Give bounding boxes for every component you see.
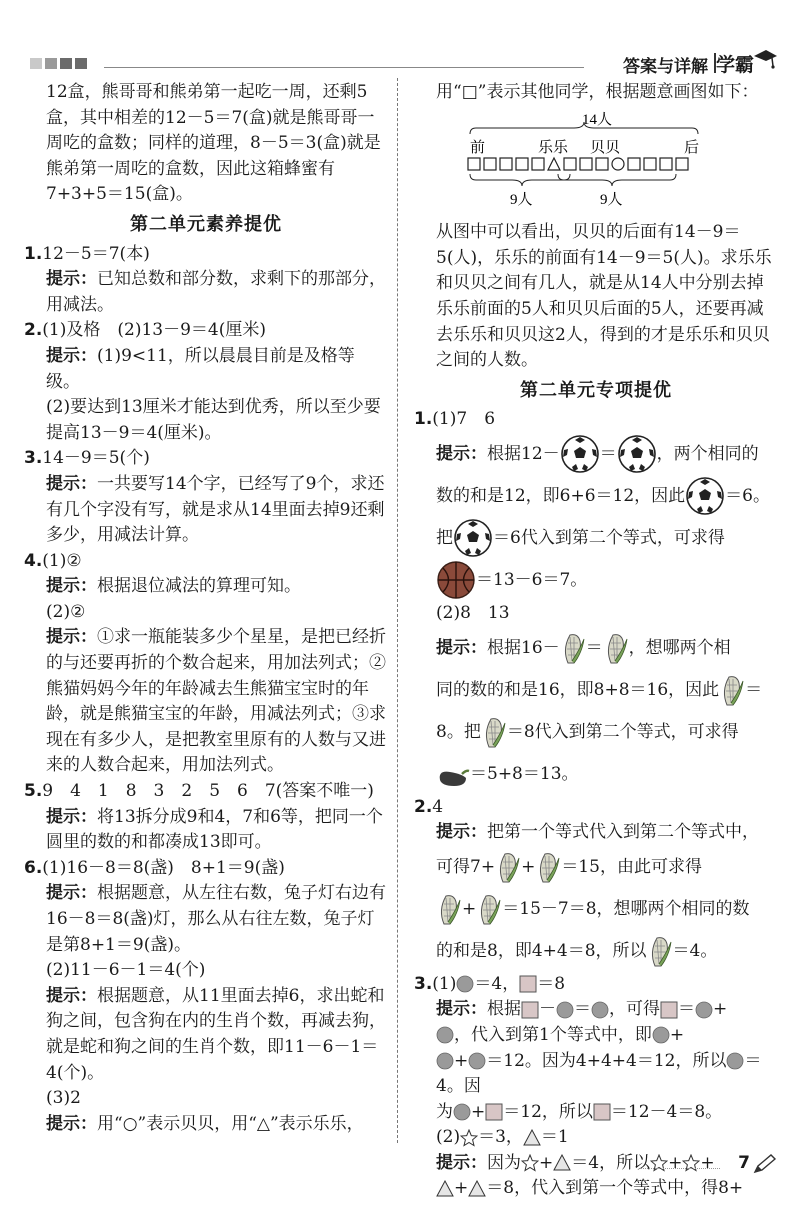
r3-answer-1b: ＝4， (474, 973, 520, 994)
circle-icon (695, 1001, 713, 1019)
corn-icon (476, 892, 502, 926)
r3-text-i: + (454, 1050, 469, 1071)
square-icon (519, 975, 537, 993)
triangle-icon (553, 1154, 571, 1172)
soccer-ball-icon (685, 476, 725, 516)
q6-hint-1: 根据题意，从左往右数，兔子灯右边有16－8＝8(盏)灯，那么从右往左数，兔子灯是第8+1＝9(盏)。 (46, 883, 386, 955)
circle-icon (591, 1001, 609, 1019)
diagram-total-label: 14人 (582, 111, 613, 128)
r1-text-f: 把 (436, 527, 453, 548)
r3-text-s: + (668, 1152, 683, 1173)
r3-text-m: + (471, 1101, 486, 1122)
r1-text-2a: 根据16－ (487, 637, 560, 658)
q6-answer-2: (2)11－6－1＝4(个) (46, 960, 206, 981)
triangle-icon (436, 1180, 454, 1198)
left-column (24, 80, 388, 1137)
diagram-square-mark (500, 158, 512, 170)
circle-icon (726, 1052, 744, 1070)
diagram-beibei-label: 贝贝 (590, 139, 621, 156)
corn-icon (481, 715, 507, 749)
r3-text-k: ＝4。因 (436, 1050, 762, 1097)
corn-icon (436, 892, 462, 926)
q3-number: 3. (24, 448, 43, 469)
q6-hint-3: 用“○”表示贝贝，用“△”表示乐乐， (97, 1113, 364, 1134)
q4-answer-2: (2)② (46, 601, 86, 622)
header-label: 答案与详解 (623, 57, 708, 77)
r3-text-b: － (539, 999, 556, 1020)
queue-diagram (414, 108, 778, 208)
r3-text-r: ＝4，所以 (571, 1152, 651, 1173)
header-rule (104, 67, 584, 68)
diagram-square-mark (644, 158, 656, 170)
diagram-right-count: 9人 (600, 191, 623, 208)
diagram-square-mark (484, 158, 496, 170)
r3-text-g: ，代入到第1个等式中，即 (454, 1024, 652, 1045)
square-icon (485, 1103, 503, 1121)
q6-hint-label-2: 提示： (46, 985, 97, 1006)
r3-text-p: 因为 (487, 1152, 521, 1173)
r3-text-v: ＝8，代入到第一个等式中，得8+ (486, 1178, 744, 1199)
circle-icon (453, 1103, 471, 1121)
diagram-circle-mark (612, 158, 624, 170)
star-icon (650, 1154, 668, 1172)
star-icon (682, 1154, 700, 1172)
diagram-square-mark (564, 158, 576, 170)
q1-hint-label: 提示： (46, 269, 97, 290)
q4-answer-1: (1)② (42, 550, 82, 571)
r3-answer-2c: ＝1 (540, 1127, 569, 1148)
r3-text-e: ＝ (678, 999, 695, 1020)
diagram-square-mark (580, 158, 592, 170)
square-icon (660, 1001, 678, 1019)
footer-rule (640, 1168, 720, 1169)
triangle-icon (523, 1129, 541, 1147)
basketball-icon (436, 560, 476, 600)
soccer-ball-icon (560, 434, 600, 474)
corn-icon (719, 673, 745, 707)
square-icon (521, 1001, 539, 1019)
r3-hint-label-2: 提示： (436, 1152, 487, 1173)
r2-hint-label: 提示： (436, 822, 487, 843)
q6-hint-2: 根据题意，从11里面去掉6，求出蛇和狗之间，包含狗在内的生肖个数，再减去狗，就是蛇和狗之间的生肖个数，即11－6－1＝4(个)。 (46, 985, 386, 1083)
diagram-symbol-row (468, 158, 688, 170)
q2-answer: (1)及格 (2)13－9＝4(厘米) (42, 320, 266, 341)
right-column: 用“□”表示其他同学，根据题意画图如下： 14人 前 乐乐 贝贝 后 9人 9人 从图中可以看出，贝贝的后面有14－9＝5(人)，乐乐的前面有14－9＝5(人)。求乐乐和贝贝之间有几人，就是从14人中分别去掉乐乐前面的5人和贝贝后面的5人，还要再减去乐乐和贝贝这2人，得到的才是乐乐和贝贝之间的人数。 第二单元专项提优 1.(1)7 6 提示：根据12－ ＝ ，两个相同的 数的和是12，即6+6＝12，因此 ＝6。 把 ＝6代入到第二个等式，可求得 ＝13－6＝7。 (2)8 13 提示：根据16－ ＝ ，想哪两个相 同的数的和是16，即8+8＝16，因此 ＝ 8。把 ＝8代入到第二个等式，可求得 ＝5+8＝13。 2.4 提示：把第一个等式代入到第二个等式中， 可得7+ + ＝15，由此可求得 + ＝15－7＝8，想哪两个相同的数 的和是8，即4+4＝8，所以 ＝4。 3.(1) ＝4， ＝8 提示：根据 － ＝ ，可得 ＝ + ，代入到第1个等式中，即 + + ＝12。因为4+4+4＝12，所以 ＝4。因 为 + ＝12，所以 ＝12－4＝8。 (2) ＝3， ＝1 提示：因为 + ＝4，所以 + + + ＝8，代入到第一个等式中，得8+ (414, 80, 778, 1202)
q2-hint-1: (1)9<11，所以晨晨目前是及格等级。 (46, 345, 355, 392)
r1-hint-label-2: 提示： (436, 637, 487, 658)
circle-icon (468, 1052, 486, 1070)
corn-icon (603, 631, 629, 665)
diagram-explanation: 从图中可以看出，贝贝的后面有14－9＝5(人)，乐乐的前面有14－9＝5(人)。求乐乐和贝贝之间有几人，就是从14人中分别去掉乐乐前面的5人和贝贝后面的5人，还要再减去乐乐和贝贝这2人，得到的才是乐乐和贝贝之间的人数。 (436, 222, 772, 371)
triangle-icon (468, 1180, 486, 1198)
q3-hint-label: 提示： (46, 473, 97, 494)
q3-hint: 一共要写14个字，已经写了9个，求还有几个字没有写，就是求从14里面去掉9还剩多少，用减法计算。 (46, 473, 385, 546)
r2-text-f: ＝15－7＝8，想哪两个相同的数 (502, 898, 750, 919)
q6-answer-3: (3)2 (46, 1088, 81, 1109)
r1-text-2g: ＝5+8＝13。 (470, 763, 579, 784)
diagram-square-mark (660, 158, 672, 170)
q5-hint-label: 提示： (46, 806, 97, 827)
r3-text-a: 根据 (487, 999, 521, 1020)
r1-text-e: ＝6。 (725, 485, 770, 506)
diagram-square-mark (516, 158, 528, 170)
diagram-square-mark (468, 158, 480, 170)
r2-text-e: + (462, 898, 477, 919)
q5-answer: 9 4 1 8 3 2 5 6 7(答案不唯一) (42, 781, 374, 802)
corn-icon (495, 850, 521, 884)
diagram-left-count: 9人 (510, 191, 533, 208)
diagram-back-label: 后 (684, 139, 700, 156)
r1-text-2b: ＝ (585, 637, 603, 658)
column-divider (397, 78, 398, 1143)
r3-text-c: ＝ (574, 999, 591, 1020)
r2-answer: 4 (432, 796, 444, 817)
r1-text-b: ＝ (599, 443, 617, 464)
r3-text-f: + (713, 999, 728, 1020)
r1-text-h: ＝13－6＝7。 (476, 569, 588, 590)
r3-text-j: ＝12。因为4+4+4＝12，所以 (486, 1050, 727, 1071)
diagram-square-mark (628, 158, 640, 170)
star-icon (460, 1129, 478, 1147)
page-number: 7 (738, 1153, 750, 1173)
r2-text-c: + (521, 856, 536, 877)
q4-hint-label-2: 提示： (46, 627, 97, 648)
header-decoration (30, 58, 87, 69)
q6-hint-3-continued: 用“□”表示其他同学，根据题意画图如下： (436, 82, 759, 102)
q4-number: 4. (24, 550, 43, 571)
q2-hint-2: (2)要达到13厘米才能达到优秀，所以至少要提高13－9＝4(厘米)。 (46, 397, 381, 443)
r3-number: 3. (414, 973, 433, 994)
diagram-triangle-mark (548, 158, 560, 170)
diagram-square-mark (532, 158, 544, 170)
r1-answer-2: (2)8 13 (436, 602, 510, 623)
graduation-cap-icon (752, 46, 778, 72)
section-title-right: 第二单元专项提优 (520, 379, 672, 401)
r3-hint-label-1: 提示： (436, 999, 487, 1020)
r3-answer-2a: (2) (436, 1127, 461, 1148)
star-icon (521, 1154, 539, 1172)
r1-text-2e: 8。把 (436, 721, 481, 742)
r3-text-n: ＝12，所以 (503, 1101, 593, 1122)
r3-text-d: ，可得 (609, 999, 660, 1020)
circle-icon (456, 975, 474, 993)
pencil-icon (752, 1153, 778, 1175)
q2-number: 2. (24, 320, 43, 341)
q5-hint: 将13拆分成9和4，7和6等，把同一个圆里的数的和都凑成13即可。 (46, 806, 383, 853)
r1-text-2d: 同的数的和是16，即8+8＝16，因此 (436, 679, 720, 700)
q5-number: 5. (24, 781, 43, 802)
r3-text-q: + (539, 1152, 554, 1173)
q4-hint-1: 根据退位减法的算理可知。 (97, 576, 301, 597)
r2-number: 2. (414, 796, 433, 817)
q6-number: 6. (24, 857, 43, 878)
diagram-lele-label: 乐乐 (538, 139, 569, 156)
r3-text-u: + (454, 1178, 469, 1199)
q1-hint: 已知总数和部分数，求剩下的那部分，用减法。 (46, 269, 386, 315)
soccer-ball-icon (617, 434, 657, 474)
r1-number: 1. (414, 409, 433, 430)
diagram-front-label: 前 (470, 139, 486, 156)
q6-hint-label-3: 提示： (46, 1113, 97, 1134)
r3-answer-2b: ＝3， (478, 1127, 523, 1148)
q6-answer-1: (1)16－8＝8(盏) 8+1＝9(盏) (42, 857, 285, 878)
corn-icon (535, 850, 561, 884)
square-icon (593, 1103, 611, 1121)
r1-text-2f: ＝8代入到第二个等式，可求得 (506, 721, 739, 742)
r2-text-d: ＝15，由此可求得 (561, 856, 702, 877)
corn-icon (647, 934, 673, 968)
q1-answer: 12－5＝7(本) (42, 243, 150, 264)
r2-text-a: 把第一个等式代入到第二个等式中， (487, 822, 759, 843)
circle-icon (556, 1001, 574, 1019)
r3-answer-1c: ＝8 (537, 973, 566, 994)
r3-text-h: + (669, 1024, 685, 1045)
r1-answer-1: (1)7 6 (432, 409, 496, 430)
circle-icon (436, 1026, 454, 1044)
eggplant-icon (436, 762, 470, 786)
r3-text-l: 为 (436, 1101, 453, 1122)
q3-answer: 14－9＝5(个) (42, 448, 150, 469)
circle-icon (436, 1052, 454, 1070)
r1-text-g: ＝6代入到第二个等式，可求得 (493, 527, 725, 548)
r1-text-2c: ，想哪两个相 (628, 637, 731, 658)
r1-text-d: 数的和是12，即6+6＝12，因此 (436, 485, 686, 506)
q1-number: 1. (24, 243, 43, 264)
q4-hint-2: ①求一瓶能装多少个星星，是把已经折的与还要再折的个数合起来，用加法列式；②熊猫妈妈今年的年龄减去生熊猫宝宝时的年龄，就是熊猫宝宝的年龄，用减法列式；③求现在有多少人，是把教室里原有的人数与又进来的人数合起来，用加法列式。 (46, 627, 386, 776)
r2-text-b: 可得7+ (436, 856, 496, 877)
diagram-square-mark (596, 158, 608, 170)
r3-text-t: + (700, 1152, 715, 1173)
r1-text-a: 根据12－ (487, 443, 560, 464)
intro-text: 12盒，熊哥哥和熊弟第一起吃一周，还剩5盒，其中相差的12－5＝7(盒)就是熊哥哥一周吃的盒数；同样的道理，8－5＝3(盒)就是熊弟第一周吃的盒数，因此这箱蜂蜜有7+3+5＝15(盒)。 (46, 82, 381, 205)
corn-icon (560, 631, 586, 665)
q4-hint-label-1: 提示： (46, 576, 97, 597)
q6-hint-label-1: 提示： (46, 883, 97, 904)
soccer-ball-icon (453, 518, 493, 558)
r2-text-g: 的和是8，即4+4＝8，所以 (436, 940, 647, 961)
r3-text-o: ＝12－4＝8。 (610, 1101, 723, 1122)
diagram-square-mark (676, 158, 688, 170)
r1-hint-label-1: 提示： (436, 443, 487, 464)
r3-answer-1a: (1) (432, 973, 457, 994)
header-brand: 学霸 (715, 54, 754, 76)
r1-text-c: ，两个相同的 (656, 443, 759, 464)
q2-hint-label: 提示： (46, 345, 97, 366)
section-title-left: 第二单元素养提优 (130, 213, 282, 235)
r2-text-h: ＝4。 (672, 940, 718, 961)
circle-icon (652, 1026, 670, 1044)
